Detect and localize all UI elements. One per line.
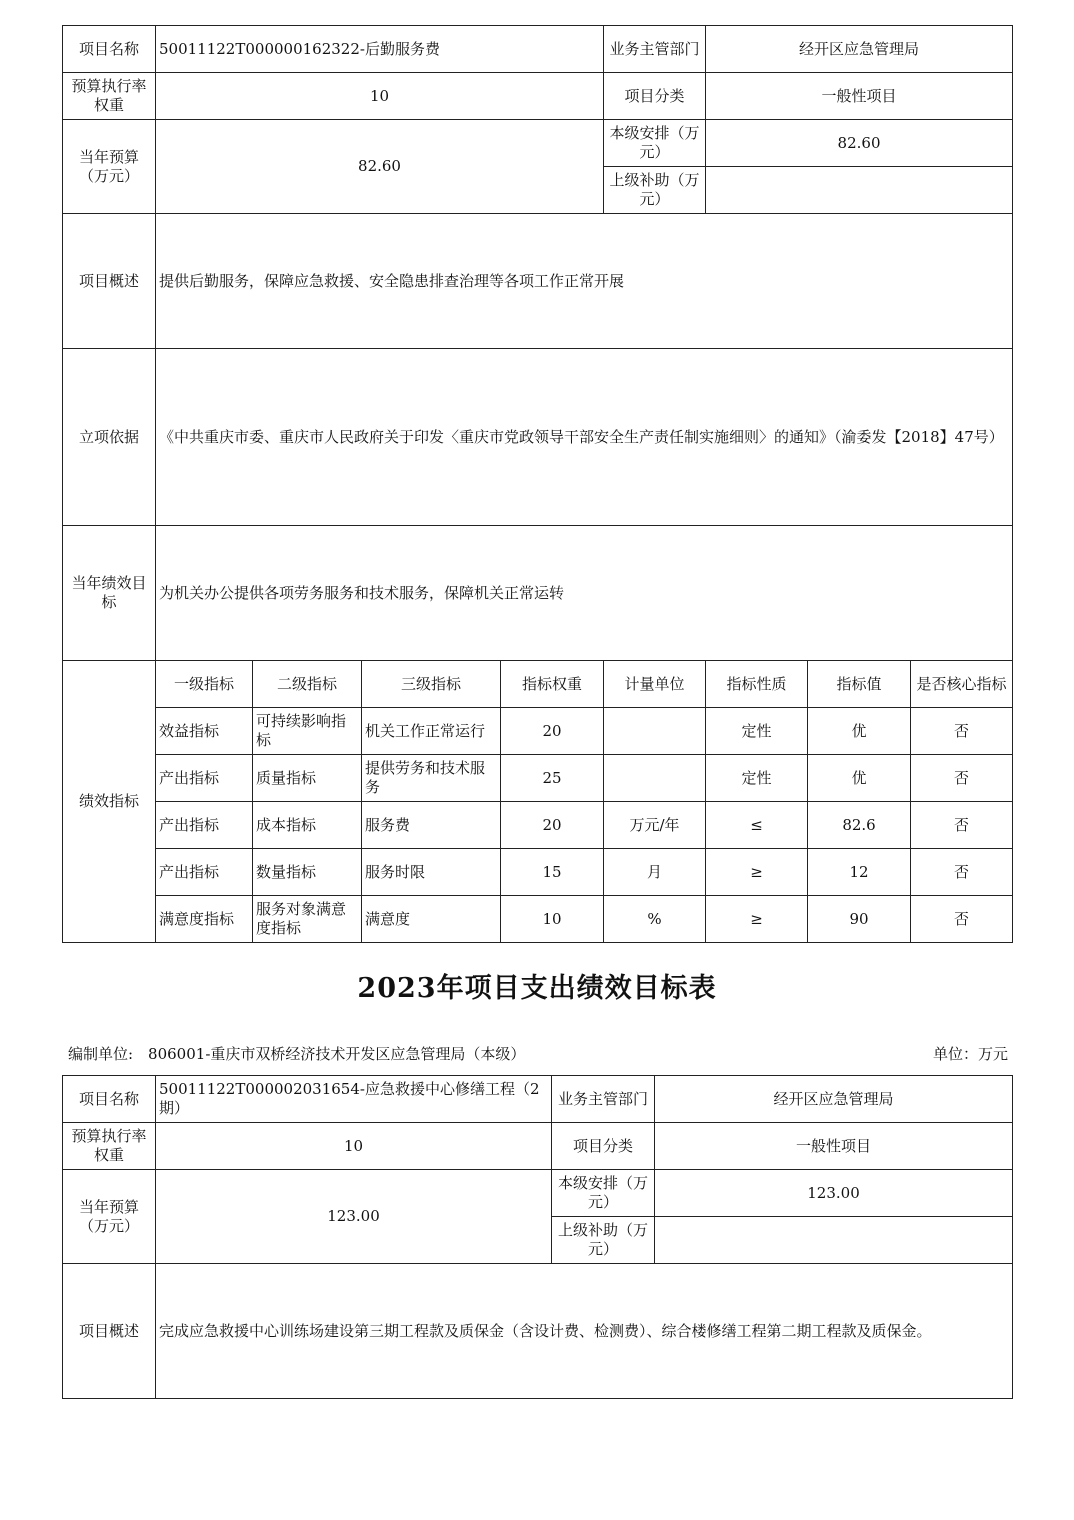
indicator-unit [604, 755, 706, 802]
indicator-unit [604, 708, 706, 755]
indicator-weight: 20 [501, 802, 604, 849]
dept-value: 经开区应急管理局 [655, 1076, 1013, 1123]
indicator-weight: 25 [501, 755, 604, 802]
indicator-header: 一级指标 [156, 661, 253, 708]
unit-label: 单位：万元 [932, 1045, 1008, 1063]
project-name: 50011122T000000162322-后勤服务费 [156, 26, 604, 73]
label-goal: 当年绩效目标 [63, 526, 156, 661]
indicator-row [63, 849, 1013, 896]
indicator-level1: 产出指标 [156, 802, 253, 849]
indicator-level3: 满意度 [362, 896, 501, 943]
section-title: 2023年项目支出绩效目标表 [357, 973, 717, 1004]
label-dept: 业务主管部门 [604, 26, 706, 73]
indicator-value: 优 [808, 755, 911, 802]
indicator-level3: 服务时限 [362, 849, 501, 896]
indicator-level2: 数量指标 [253, 849, 362, 896]
label-project-name: 项目名称 [63, 1076, 156, 1123]
local-arrangement-value: 82.60 [706, 120, 1013, 167]
indicator-header: 指标值 [808, 661, 911, 708]
category-value: 一般性项目 [655, 1123, 1013, 1170]
label-category: 项目分类 [552, 1123, 655, 1170]
indicator-level1: 产出指标 [156, 755, 253, 802]
indicator-unit: 月 [604, 849, 706, 896]
indicator-row [63, 802, 1013, 849]
indicator-row [63, 755, 1013, 802]
basis-text: 《中共重庆市委、重庆市人民政府关于印发〈重庆市党政领导干部安全生产责任制实施细则〉的通知》（渝委发【2018】47号） [156, 349, 1013, 526]
indicator-nature: 定性 [706, 708, 808, 755]
project-table-1 [62, 25, 1013, 943]
label-exec-rate: 预算执行率权重 [63, 73, 156, 120]
indicator-row [63, 708, 1013, 755]
label-overview: 项目概述 [63, 214, 156, 349]
indicator-header: 是否核心指标 [911, 661, 1013, 708]
exec-rate-value: 10 [156, 73, 604, 120]
label-local-arrangement: 本级安排（万元） [604, 120, 706, 167]
indicator-level3: 机关工作正常运行 [362, 708, 501, 755]
indicator-level3: 提供劳务和技术服务 [362, 755, 501, 802]
indicator-header: 计量单位 [604, 661, 706, 708]
local-arrangement-value: 123.00 [655, 1170, 1013, 1217]
indicator-header: 指标性质 [706, 661, 808, 708]
indicator-weight: 10 [501, 896, 604, 943]
budget-value: 82.60 [156, 120, 604, 214]
indicator-core: 否 [911, 896, 1013, 943]
indicator-value: 12 [808, 849, 911, 896]
label-local-arrangement: 本级安排（万元） [552, 1170, 655, 1217]
indicator-level3: 服务费 [362, 802, 501, 849]
indicator-core: 否 [911, 755, 1013, 802]
overview-text: 提供后勤服务，保障应急救援、安全隐患排查治理等各项工作正常开展 [156, 214, 1013, 349]
indicator-level2: 成本指标 [253, 802, 362, 849]
indicator-weight: 20 [501, 708, 604, 755]
category-value: 一般性项目 [706, 73, 1013, 120]
upper-subsidy-value [655, 1217, 1013, 1264]
budget-value: 123.00 [156, 1170, 552, 1264]
label-basis: 立项依据 [63, 349, 156, 526]
prepared-by: 编制单位: 806001-重庆市双桥经济技术开发区应急管理局（本级） [68, 1045, 526, 1063]
indicator-nature: ≤ [706, 802, 808, 849]
indicator-level1: 满意度指标 [156, 896, 253, 943]
label-overview: 项目概述 [63, 1264, 156, 1399]
dept-value: 经开区应急管理局 [706, 26, 1013, 73]
indicator-value: 90 [808, 896, 911, 943]
indicator-unit: 万元/年 [604, 802, 706, 849]
label-budget: 当年预算（万元） [63, 120, 156, 214]
indicator-nature: 定性 [706, 755, 808, 802]
label-exec-rate: 预算执行率权重 [63, 1123, 156, 1170]
indicator-value: 优 [808, 708, 911, 755]
label-indicators: 绩效指标 [63, 661, 156, 943]
indicator-level1: 效益指标 [156, 708, 253, 755]
indicator-level2: 服务对象满意度指标 [253, 896, 362, 943]
goal-text: 为机关办公提供各项劳务服务和技术服务，保障机关正常运转 [156, 526, 1013, 661]
indicator-level1: 产出指标 [156, 849, 253, 896]
indicator-value: 82.6 [808, 802, 911, 849]
indicator-core: 否 [911, 802, 1013, 849]
indicator-header: 三级指标 [362, 661, 501, 708]
exec-rate-value: 10 [156, 1123, 552, 1170]
indicator-level2: 质量指标 [253, 755, 362, 802]
indicator-nature: ≥ [706, 849, 808, 896]
project-name: 50011122T000002031654-应急救援中心修缮工程（2期） [156, 1076, 552, 1123]
label-dept: 业务主管部门 [552, 1076, 655, 1123]
upper-subsidy-value [706, 167, 1013, 214]
indicator-row [63, 896, 1013, 943]
overview-text: 完成应急救援中心训练场建设第三期工程款及质保金（含设计费、检测费）、综合楼修缮工程第二期工程款及质保金。 [156, 1264, 1013, 1399]
label-project-name: 项目名称 [63, 26, 156, 73]
label-upper-subsidy: 上级补助（万元） [552, 1217, 655, 1264]
label-upper-subsidy: 上级补助（万元） [604, 167, 706, 214]
indicator-core: 否 [911, 708, 1013, 755]
label-budget: 当年预算（万元） [63, 1170, 156, 1264]
indicator-unit: % [604, 896, 706, 943]
indicator-header: 二级指标 [253, 661, 362, 708]
project-table-2 [62, 1075, 1013, 1399]
indicator-nature: ≥ [706, 896, 808, 943]
label-category: 项目分类 [604, 73, 706, 120]
indicator-weight: 15 [501, 849, 604, 896]
indicator-level2: 可持续影响指标 [253, 708, 362, 755]
indicator-header: 指标权重 [501, 661, 604, 708]
indicator-core: 否 [911, 849, 1013, 896]
